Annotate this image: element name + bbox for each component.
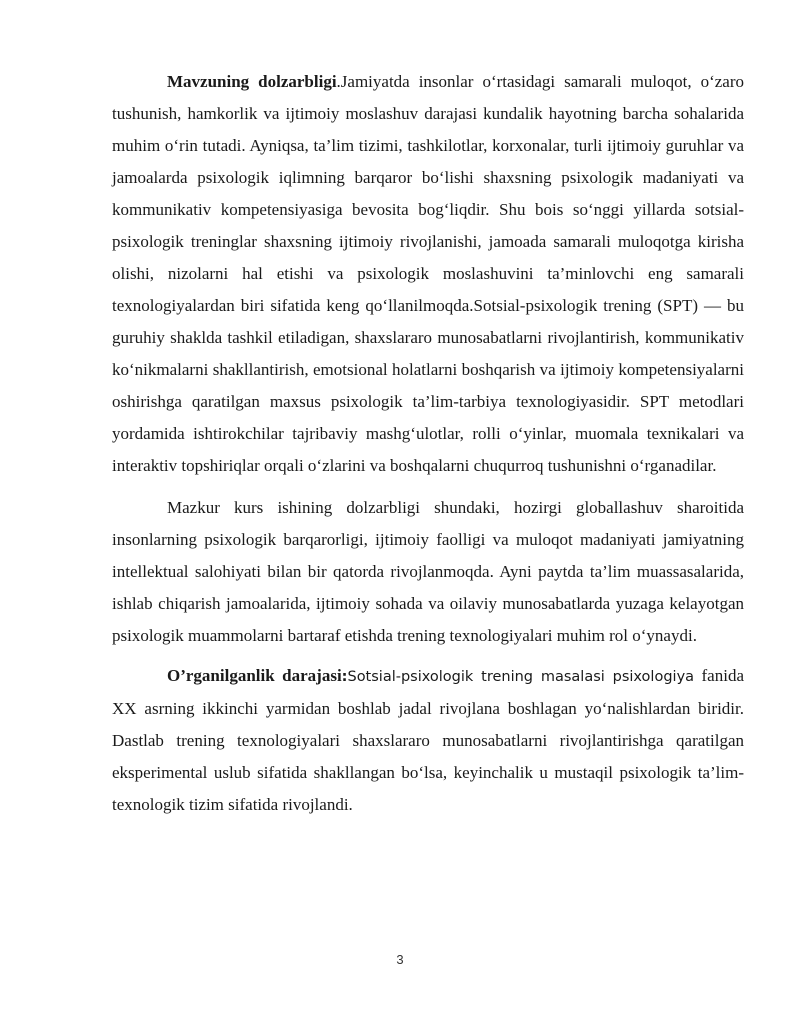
course-relevance-text: Mazkur kurs ishining dolzarbligi shundaki, hozirgi globallashuv sharoitida insonlarning psixologik barqarorligi, ijtimoiy faolligi va muloqot madaniyati jamiyatning intellektual salohiyati bilan bir qatorda rivojlanmoqda. Ayni paytda ta’lim muassasalarida, ishlab chiqarish jamoalarida, ijtimoiy sohada va oilaviy munosabatlarda yuzaga kelayotgan psixologik muammolarni bartaraf etishda trening texnologiyalari muhim rol o‘ynaydi. — [112, 498, 744, 645]
relevance-text: Jamiyatda insonlar o‘rtasidagi samarali muloqot, o‘zaro tushunish, hamkorlik va ijtimoiy moslashuv darajasi kundalik hayotning barcha sohalarida muhim o‘rin tutadi. Ayniqsa, ta’lim tizimi, tashkilotlar, korxonalar, turli ijtimoiy guruhlar va jamoalarda psixologik iqlimning barqaror bo‘lishi shaxsning psixologik madaniyati va kommunikativ kompetensiyasiga bevosita bog‘liqdir. Shu bois so‘nggi yillarda sotsial-psixologik treninglar shaxsning ijtimoiy rivojlanishi, jamoada samarali muloqotga kirisha olishi, nizolarni hal etishi va psixologik moslashuvini ta’minlovchi eng samarali texnologiyalardan biri sifatida keng qo‘llanilmoqda.Sotsial-psixologik trening (SPT) — bu guruhiy shaklda tashkil etiladigan, shaxslararo munosabatlarni rivojlantirish, kommunikativ ko‘nikmalarni shakllantirish, emotsional holatlarni boshqarish va ijtimoiy kompetensiyalarni oshirishga qaratilgan maxsus psixologik ta’lim-tarbiya texnologiyasidir. SPT metodlari yordamida ishtirokchilar tajribaviy mashg‘ulotlar, rolli o‘yinlar, muomala texnikalari va interaktiv topshiriqlar orqali o‘zlarini va boshqalarni chuqurroq tushunishni o‘rganadilar. — [112, 72, 744, 475]
paragraph-study-level — [112, 660, 744, 821]
study-level-heading: O’rganilganlik darajasi — [167, 666, 342, 685]
paragraph-course-relevance — [112, 492, 744, 652]
study-level-text-start: Sotsial-psixologik trening masalasi psixologiya — [347, 669, 695, 685]
paragraph-relevance — [112, 66, 744, 482]
document-page — [112, 66, 744, 833]
page-number: 3 — [396, 952, 404, 967]
study-level-text: fanida XX asrning ikkinchi yarmidan boshlab jadal rivojlana boshlagan yo‘nalishlardan biridir. Dastlab trening texnologiyalari shaxslararo munosabatlarni rivojlantirishga qaratilgan eksperimental uslub sifatida shakllangan bo‘lsa, keyinchalik u mustaqil psixologik ta’lim-texnologik tizim sifatida rivojlandi. — [112, 666, 744, 814]
study-level-heading-separator: : — [341, 669, 348, 685]
relevance-heading-separator: . — [336, 72, 341, 91]
relevance-heading: Mavzuning dolzarbligi — [167, 72, 337, 91]
